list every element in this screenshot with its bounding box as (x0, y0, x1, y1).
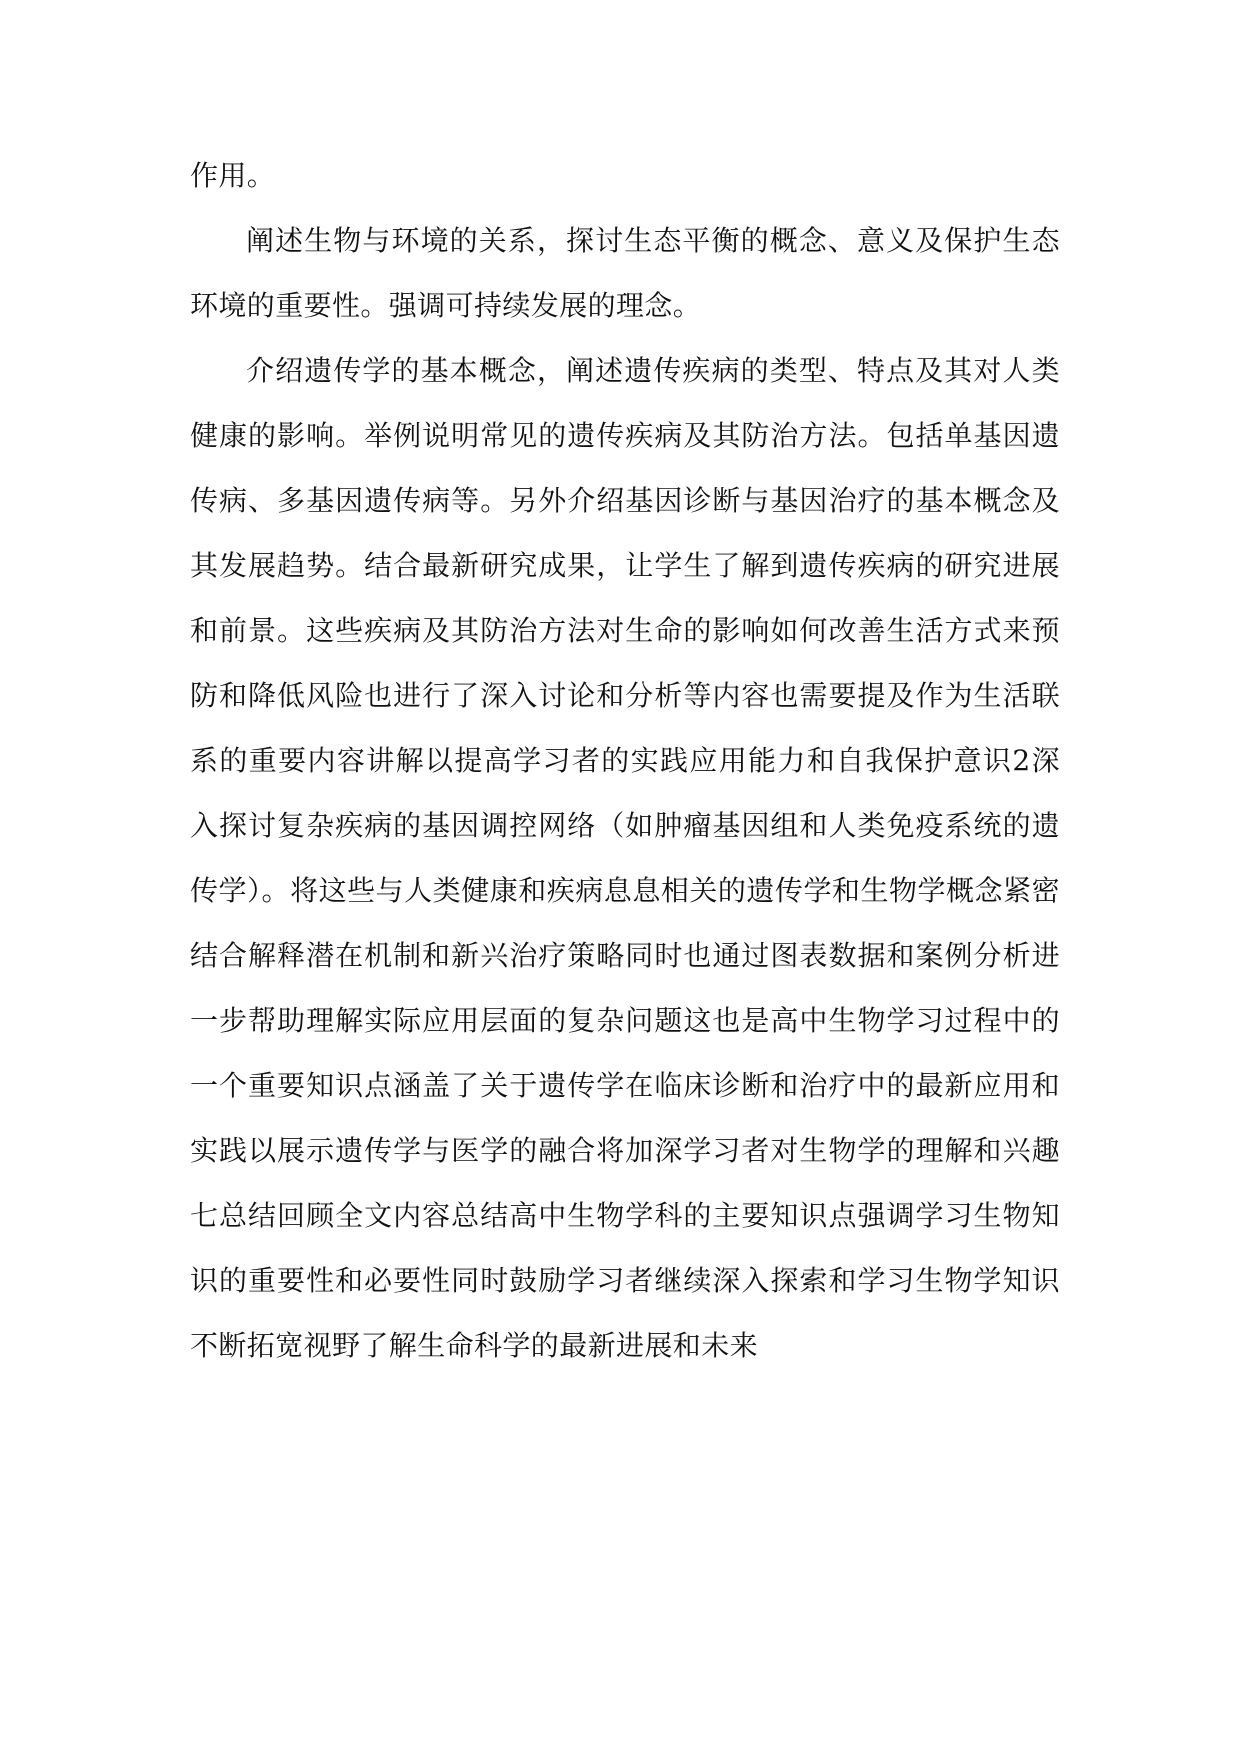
paragraph-ecology: 阐述生物与环境的关系，探讨生态平衡的概念、意义及保护生态环境的重要性。强调可持续发展的理念。 (190, 224, 1060, 322)
paragraph-genetics: 介绍遗传学的基本概念，阐述遗传疾病的类型、特点及其对人类健康的影响。举例说明常见的遗传疾病及其防治方法。包括单基因遗传病、多基因遗传病等。另外介绍基因诊断与基因治疗的基本概念及其发展趋势。结合最新研究成果，让学生了解到遗传疾病的研究进展和前景。这些疾病及其防治方法对生命的影响如何改善生活方式来预防和降低风险也进行了深入讨论和分析等内容也需要提及作为生活联系的重要内容讲解以提高学习者的实践应用能力和自我保护意识2深入探讨复杂疾病的基因调控网络（如肿瘤基因组和人类免疫系统的遗传学）。将这些与人类健康和疾病息息相关的遗传学和生物学概念紧密结合解释潜在机制和新兴治疗策略同时也通过图表数据和案例分析进一步帮助理解实际应用层面的复杂问题这也是高中生物学习过程中的一个重要知识点涵盖了关于遗传学在临床诊断和治疗中的最新应用和实践以展示遗传学与医学的融合将加深学习者对生物学的理解和兴趣七总结回顾全文内容总结高中生物学科的主要知识点强调学习生物知识的重要性和必要性同时鼓励学习者继续深入探索和学习生物学知识不断拓宽视野了解生命科学的最新进展和未来 (190, 354, 1060, 1362)
paragraph-continuation: 作用。 (190, 159, 276, 192)
body-text (190, 143, 1060, 1378)
